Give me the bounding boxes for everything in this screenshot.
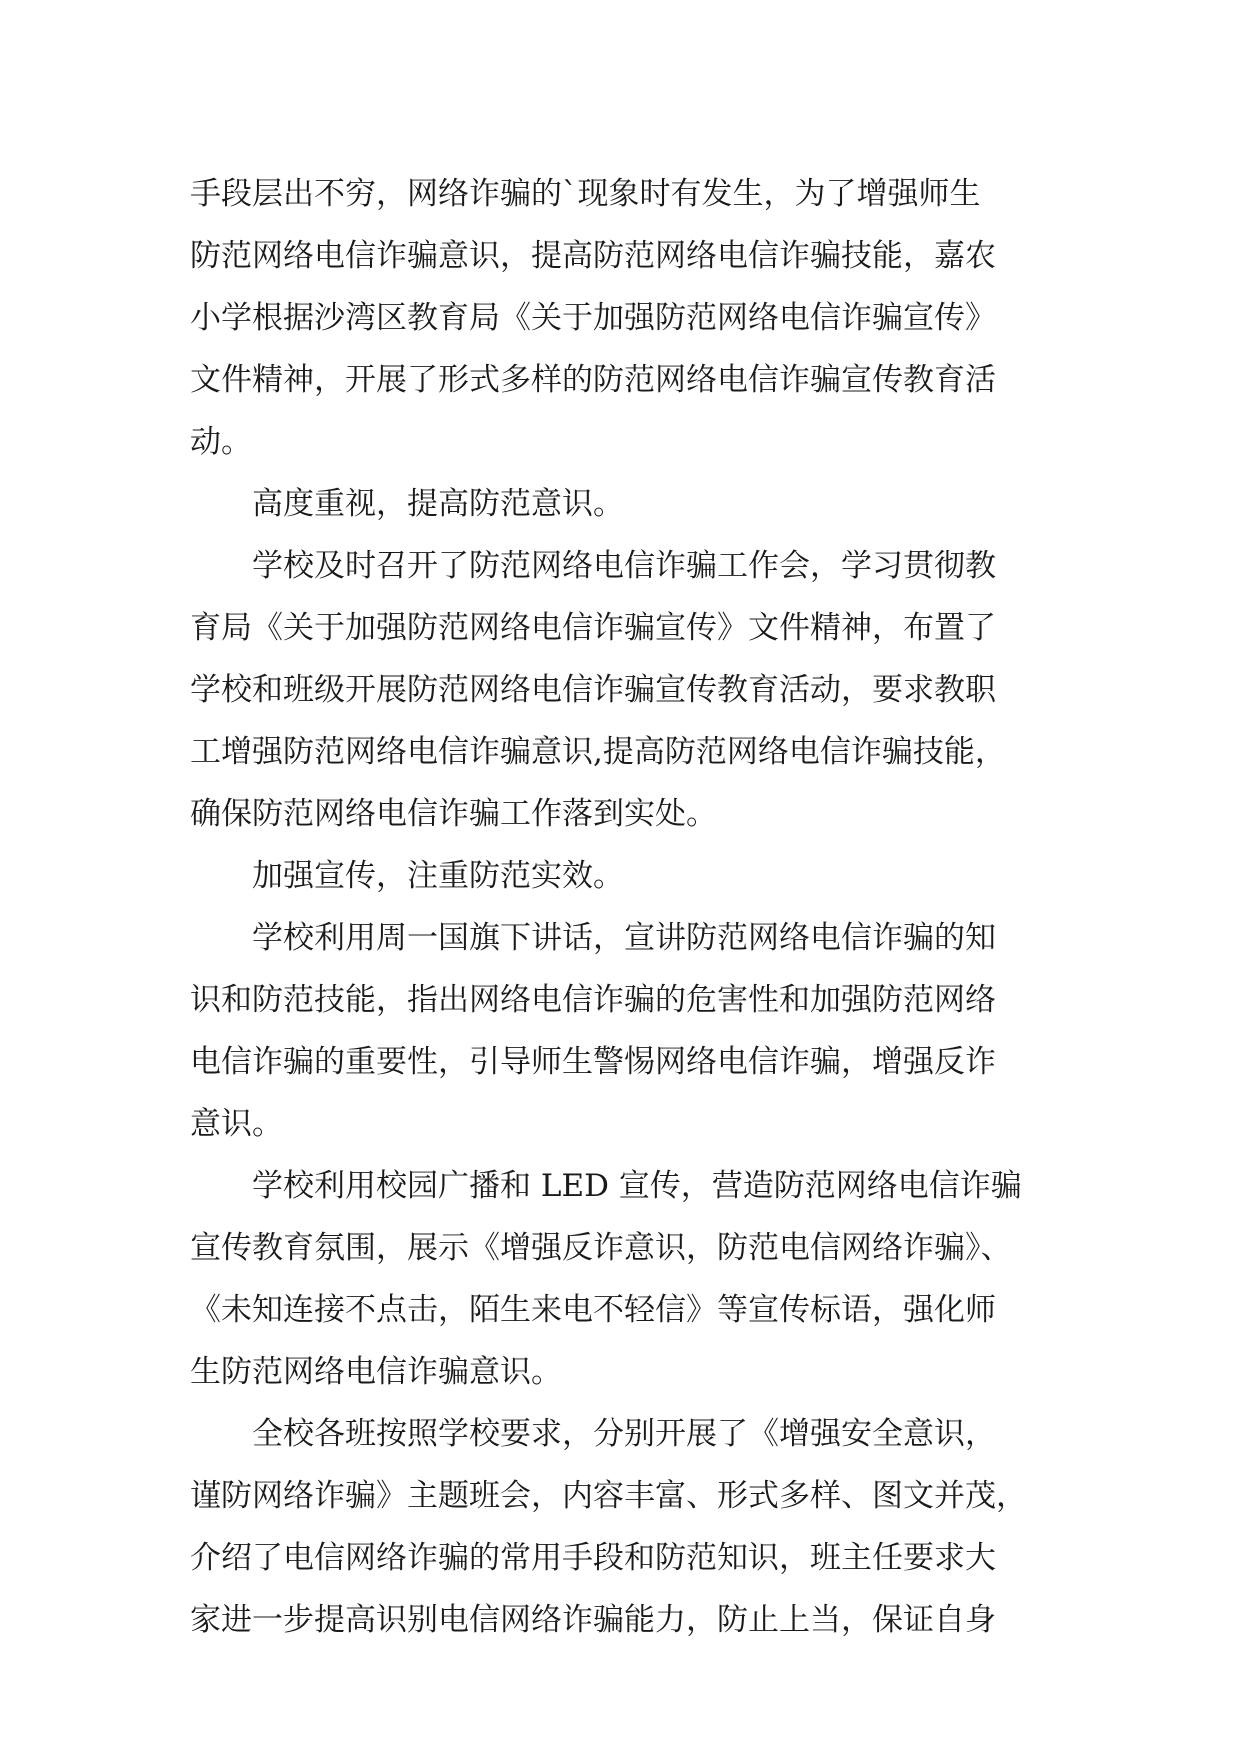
text-line: 确保防范网络电信诈骗工作落到实处。 — [190, 796, 717, 832]
text-line: 学校利用校园广播和 LED 宣传，营造防范网络电信诈骗 — [252, 1168, 1022, 1204]
text-line: 宣传教育氛围，展示《增强反诈意识，防范电信网络诈骗》、 — [190, 1230, 1012, 1266]
text-line: 动。 — [190, 424, 252, 460]
section-heading: 高度重视，提高防范意识。 — [252, 486, 624, 522]
text-line: 意识。 — [190, 1106, 283, 1142]
text-line: 电信诈骗的重要性，引导师生警惕网络电信诈骗，增强反诈 — [190, 1044, 996, 1080]
text-line: 小学根据沙湾区教育局《关于加强防范网络电信诈骗宣传》 — [190, 300, 996, 336]
text-line: 介绍了电信网络诈骗的常用手段和防范知识，班主任要求大 — [190, 1540, 996, 1576]
text-line: 工增强防范网络电信诈骗意识,提高防范网络电信诈骗技能， — [190, 734, 1006, 770]
section-heading: 加强宣传，注重防范实效。 — [252, 858, 624, 894]
text-line: 全校各班按照学校要求，分别开展了《增强安全意识， — [252, 1416, 996, 1452]
text-line: 《未知连接不点击，陌生来电不轻信》等宣传标语，强化师 — [190, 1292, 996, 1328]
text-line: 防范网络电信诈骗意识，提高防范网络电信诈骗技能，嘉农 — [190, 238, 996, 274]
body-text — [190, 163, 1090, 1651]
text-line: 生防范网络电信诈骗意识。 — [190, 1354, 562, 1390]
text-line: 文件精神，开展了形式多样的防范网络电信诈骗宣传教育活 — [190, 362, 996, 398]
text-line: 谨防网络诈骗》主题班会，内容丰富、形式多样、图文并茂， — [190, 1478, 1027, 1514]
text-line: 学校及时召开了防范网络电信诈骗工作会，学习贯彻教 — [252, 548, 996, 584]
text-line: 家进一步提高识别电信网络诈骗能力，防止上当，保证自身 — [190, 1602, 996, 1638]
text-line: 育局《关于加强防范网络电信诈骗宣传》文件精神，布置了 — [190, 610, 996, 646]
text-line: 识和防范技能，指出网络电信诈骗的危害性和加强防范网络 — [190, 982, 996, 1018]
text-line: 学校利用周一国旗下讲话，宣讲防范网络电信诈骗的知 — [252, 920, 996, 956]
text-line: 学校和班级开展防范网络电信诈骗宣传教育活动，要求教职 — [190, 672, 996, 708]
text-line: 手段层出不穷，网络诈骗的`现象时有发生，为了增强师生 — [190, 176, 981, 212]
